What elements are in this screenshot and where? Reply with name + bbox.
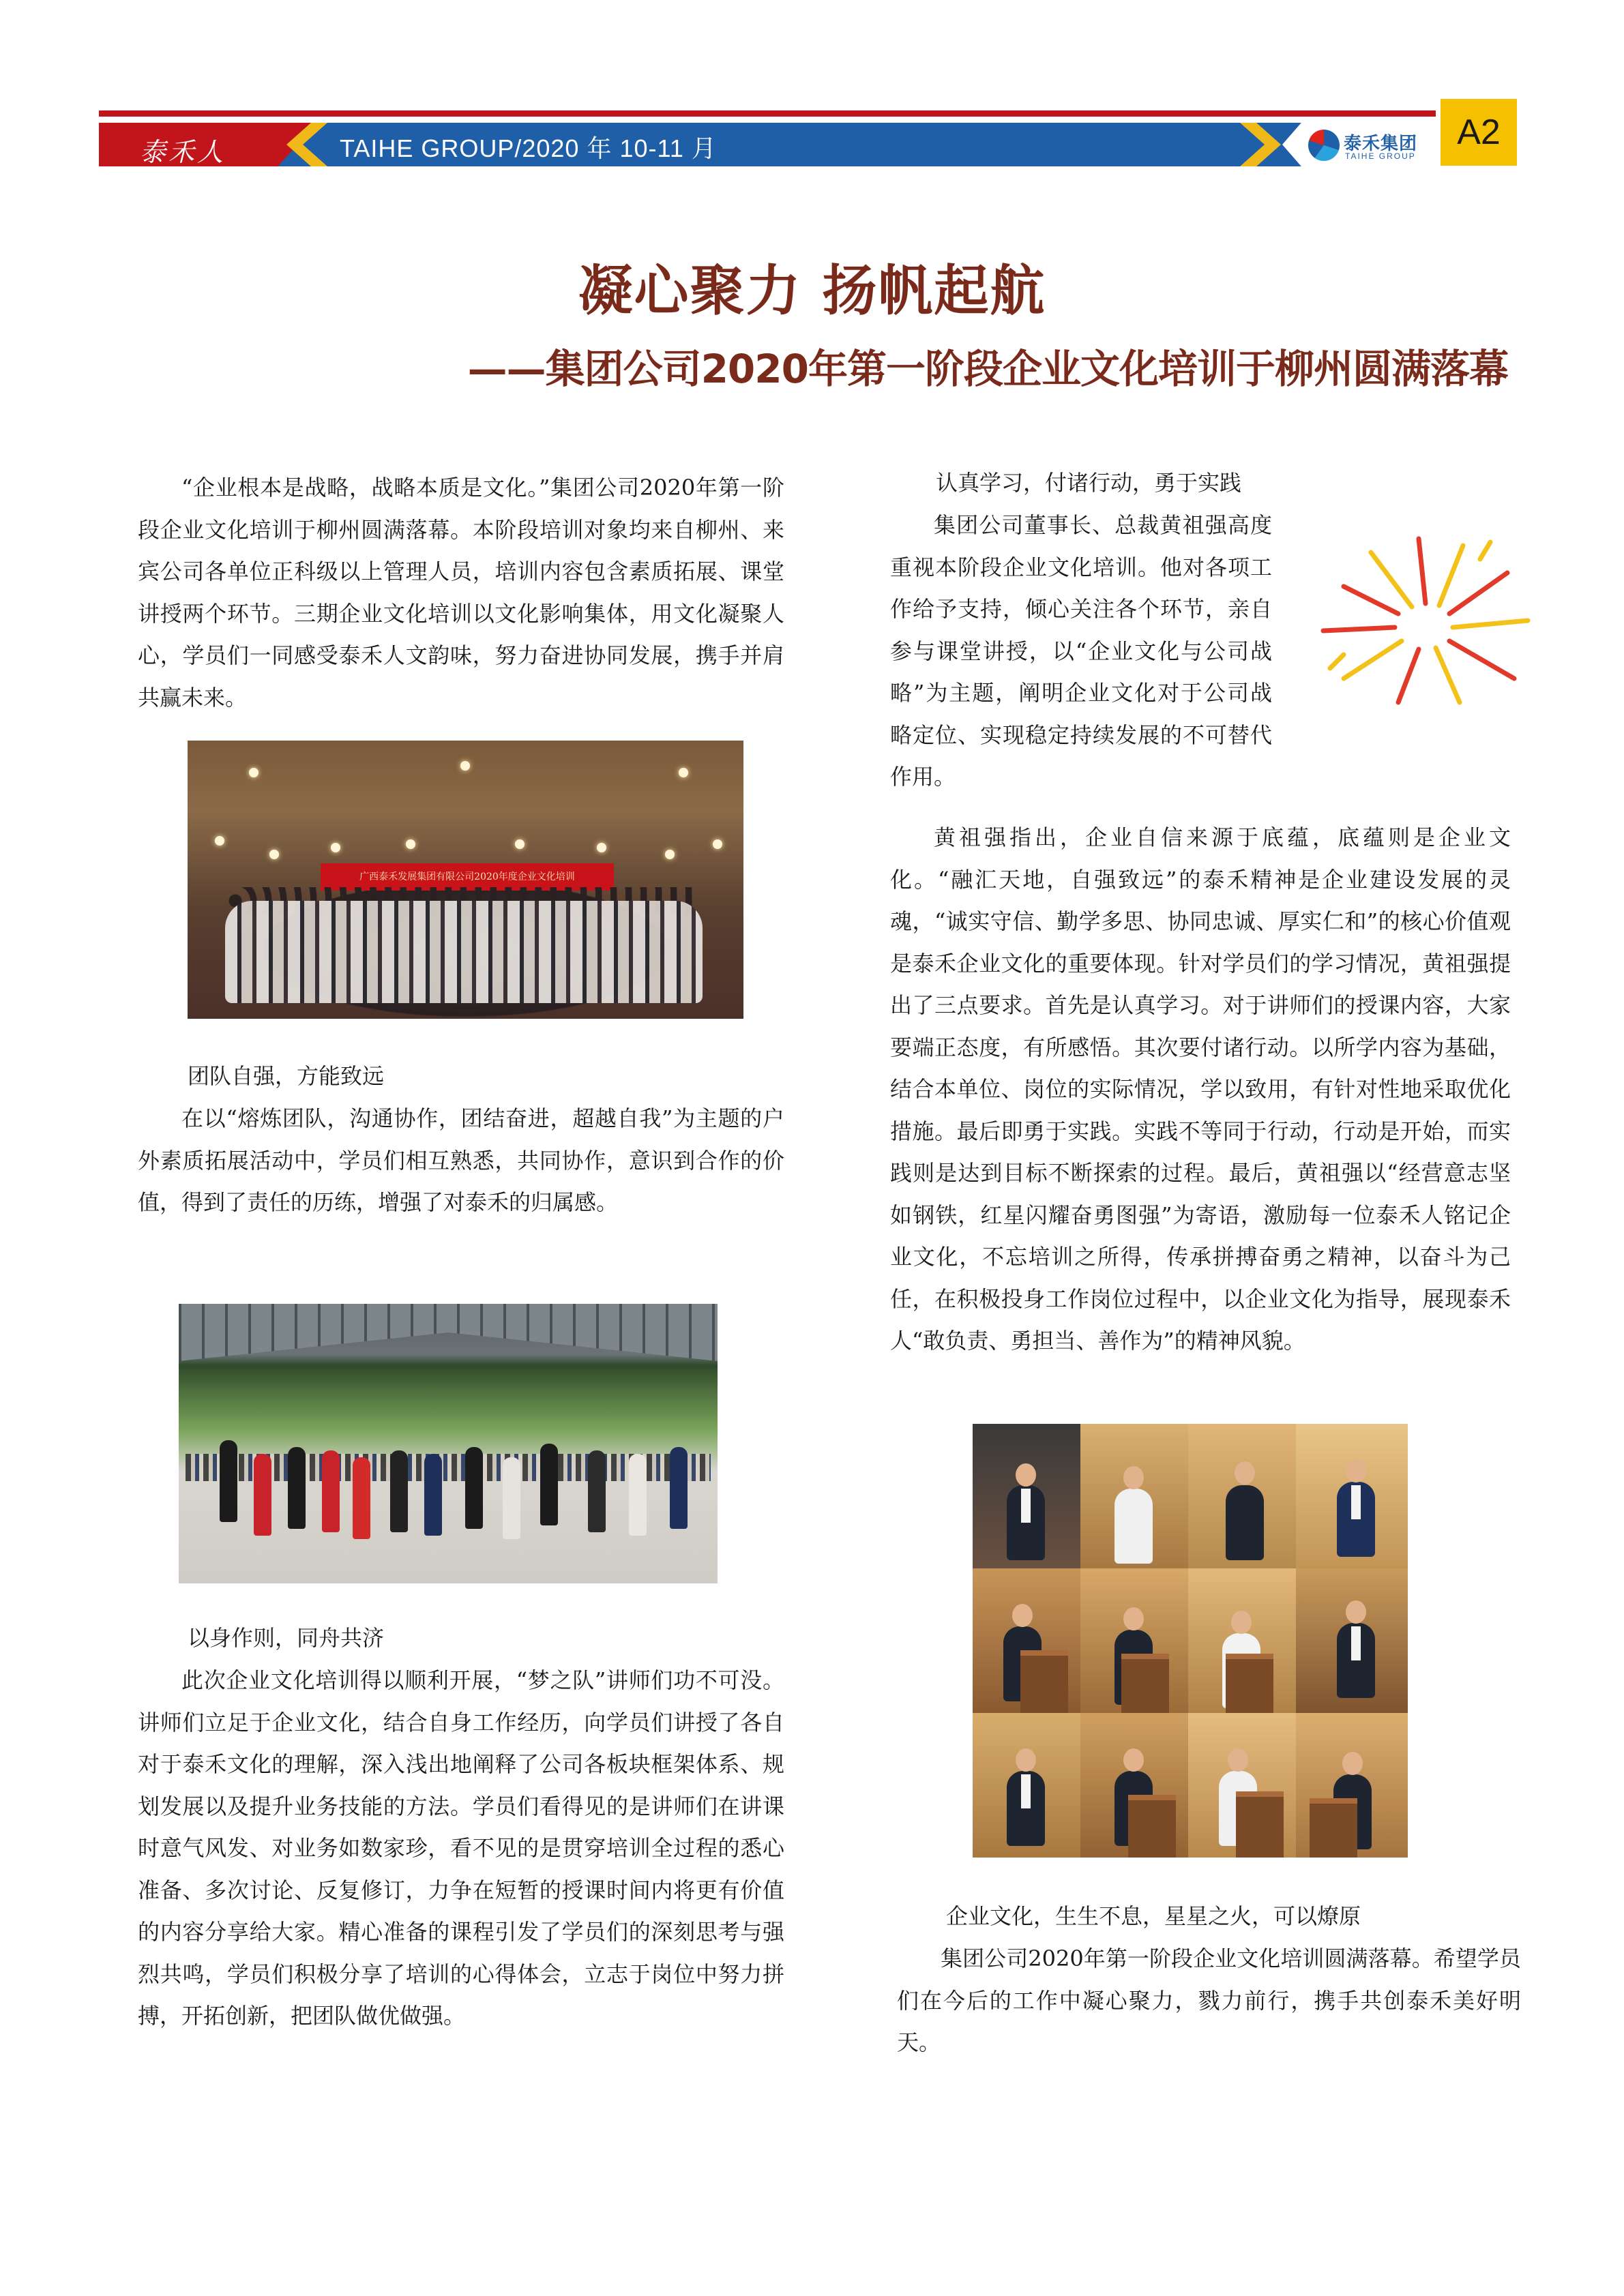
outdoor-activity-photo <box>179 1304 718 1583</box>
section-paragraph-closing: 集团公司2020年第一阶段企业文化培训圆满落幕。希望学员们在今后的工作中凝心聚力，戮力前行，携手共创泰禾美好明天。 <box>897 1945 1521 2055</box>
taihe-logo-icon <box>1308 130 1340 161</box>
section-paragraph-chairman: 集团公司董事长、总裁黄祖强高度重视本阶段企业文化培训。他对各项工作给予支持，倾心关注各个环节，亲自参与课堂讲授，以“企业文化与公司战略”为主题，阐明企业文化对于公司战略定位、实现稳定持续发展的不可替代作用。 <box>890 512 1272 790</box>
issue-label: TAIHE GROUP/2020 年 10-11 月 <box>340 134 717 162</box>
header-red-rule <box>99 110 1436 117</box>
magazine-name: 泰禾人 <box>140 137 226 167</box>
collage-cell <box>1296 1424 1408 1568</box>
logo-subtitle: TAIHE GROUP <box>1345 151 1416 161</box>
section-heading-lecturers: 以身作则，同舟共济 <box>188 1625 385 1651</box>
collage-cell <box>1188 1568 1296 1713</box>
section-heading-study: 认真学习，付诸行动，勇于实践 <box>936 470 1242 496</box>
intro-paragraph: “企业根本是战略，战略本质是文化。”集团公司2020年第一阶段企业文化培训于柳州圆满落幕。本阶段培训对象均来自柳州、来宾公司各单位正科级以上管理人员，培训内容包含素质拓展、课堂讲授两个环节。三期企业文化培训以文化影响集体，用文化凝聚人心，学员们一同感受泰禾人文韵味，努力奋进协同发展，携手并肩共赢未来。 <box>138 475 784 711</box>
group-photo-banner: 广西泰禾发展集团有限公司2020年度企业文化培训 <box>321 863 614 891</box>
collage-cell <box>1080 1713 1188 1858</box>
collage-cell <box>1080 1568 1188 1713</box>
collage-cell <box>1080 1424 1188 1568</box>
collage-cell <box>1188 1713 1296 1858</box>
article-subtitle: ——集团公司2020年第一阶段企业文化培训于柳州圆满落幕 <box>467 346 1508 392</box>
collage-cell <box>1296 1713 1408 1858</box>
collage-cell <box>973 1424 1080 1568</box>
section-paragraph-team: 在以“熔炼团队，沟通协作，团结奋进，超越自我”为主题的户外素质拓展活动中，学员们相互熟悉，共同协作，意识到合作的价值，得到了责任的历练，增强了对泰禾的归属感。 <box>138 1105 784 1215</box>
collage-cell <box>973 1713 1080 1858</box>
article-title: 凝心聚力 扬帆起航 <box>578 259 1046 323</box>
collage-cell <box>1296 1568 1408 1713</box>
collage-cell <box>973 1568 1080 1713</box>
collage-cell <box>1188 1424 1296 1568</box>
group-photo <box>188 741 743 1019</box>
section-paragraph-lecturers: 此次企业文化培训得以顺利开展，“梦之队”讲师们功不可没。讲师们立足于企业文化，结合自身工作经历，向学员们讲授了各自对于泰禾文化的理解，深入浅出地阐释了公司各板块框架体系、规划发展以及提升业务技能的方法。学员们看得见的是讲师们在讲课时意气风发、对业务如数家珍，看不见的是贯穿培训全过程的悉心准备、多次讨论、反复修订，力争在短暂的授课时间内将更有价值的内容分享给大家。精心准备的课程引发了学员们的深刻思考与强烈共鸣，学员们积极分享了培训的心得体会，立志于岗位中努力拼搏，开拓创新，把团队做优做强。 <box>138 1667 784 2029</box>
page-number: A2 <box>1441 99 1517 166</box>
section-heading-team: 团队自强，方能致远 <box>188 1063 385 1089</box>
lecturers-collage-photo <box>973 1424 1408 1858</box>
fireworks-decoration <box>1316 532 1541 709</box>
section-heading-legacy: 企业文化，生生不息，星星之火，可以燎原 <box>946 1903 1361 1929</box>
logo-name: 泰禾集团 <box>1344 133 1418 153</box>
section-paragraph-requirements: 黄祖强指出，企业自信来源于底蕴，底蕴则是企业文化。“融汇天地，自强致远”的泰禾精神是企业建设发展的灵魂，“诚实守信、勤学多思、协同忠诚、厚实仁和”的核心价值观是泰禾企业文化的重要体现。针对学员们的学习情况，黄祖强提出了三点要求。首先是认真学习。对于讲师们的授课内容，大家要端正态度，有所感悟。其次要付诸行动。以所学内容为基础，结合本单位、岗位的实际情况，学以致用，有针对性地采取优化措施。最后即勇于实践。实践不等同于行动，行动是开始，而实践则是达到目标不断探索的过程。最后，黄祖强以“经营意志坚如钢铁，红星闪耀奋勇图强”为寄语，激励每一位泰禾人铭记企业文化，不忘培训之所得，传承拼搏奋勇之精神，以奋斗为己任，在积极投身工作岗位过程中，以企业文化为指导，展现泰禾人“敢负责、勇担当、善作为”的精神风貌。 <box>890 824 1511 1354</box>
group-photo-crowd <box>225 901 703 1003</box>
